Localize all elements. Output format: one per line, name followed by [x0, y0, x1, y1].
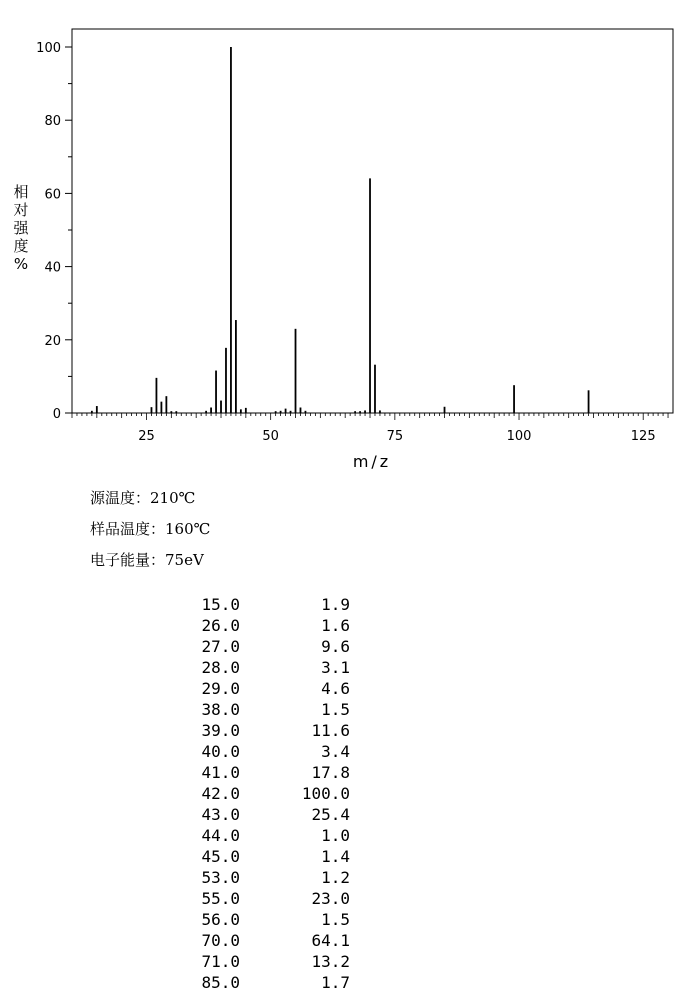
- mz-value: 55.0: [201, 889, 240, 908]
- intensity-value: 100.0: [301, 784, 350, 803]
- table-row: [180, 930, 350, 951]
- table-row: [180, 972, 350, 993]
- mz-value: 40.0: [201, 742, 240, 761]
- intensity-value: 11.6: [311, 721, 350, 740]
- y-tick-label: 0: [52, 407, 61, 422]
- intensity-value: 9.6: [321, 637, 350, 656]
- intensity-value: 3.1: [321, 658, 350, 677]
- x-tick-label: 100: [506, 429, 532, 444]
- table-row: [180, 825, 350, 846]
- intensity-value: 1.0: [321, 826, 350, 845]
- mz-value: 53.0: [201, 868, 240, 887]
- mz-value: 41.0: [201, 763, 240, 782]
- y-tick-label: 60: [44, 187, 61, 203]
- mz-value: 71.0: [201, 952, 240, 971]
- intensity-value: 13.2: [311, 952, 350, 971]
- intensity-value: 3.4: [321, 742, 350, 761]
- intensity-value: 64.1: [311, 931, 350, 950]
- y-tick-label: 100: [36, 41, 61, 56]
- electron-energy: 电子能量：75eV: [90, 551, 204, 569]
- table-row: [180, 720, 350, 741]
- intensity-value: 1.5: [321, 700, 350, 719]
- intensity-value: 1.7: [321, 973, 350, 992]
- table-row: [180, 951, 350, 972]
- mz-value: 29.0: [201, 679, 240, 698]
- table-row: [180, 867, 350, 888]
- table-row: [180, 909, 350, 930]
- y-axis-label: [9, 183, 33, 273]
- mz-value: 26.0: [201, 616, 240, 635]
- sample-temperature: 样品温度：160℃: [90, 520, 211, 538]
- table-row: [180, 657, 350, 678]
- y-axis-label-char: 相: [13, 183, 29, 201]
- x-tick-label: 75: [386, 429, 404, 444]
- x-tick-label: 25: [138, 429, 155, 444]
- table-row: [180, 699, 350, 720]
- table-row: [180, 804, 350, 825]
- mz-value: 70.0: [201, 931, 240, 950]
- table-row: [180, 678, 350, 699]
- table-row: [180, 636, 350, 657]
- table-row: [180, 615, 350, 636]
- y-tick-label: 80: [44, 114, 61, 130]
- mz-value: 42.0: [201, 784, 240, 803]
- intensity-value: 1.6: [321, 616, 350, 635]
- mz-value: 45.0: [201, 847, 240, 866]
- intensity-value: 17.8: [311, 763, 350, 782]
- table-row: [180, 888, 350, 909]
- y-axis-label-char: %: [13, 255, 29, 273]
- table-row: [180, 594, 350, 615]
- intensity-value: 23.0: [311, 889, 350, 908]
- table-row: [180, 846, 350, 867]
- intensity-value: 4.6: [321, 679, 350, 698]
- intensity-value: 25.4: [311, 805, 350, 824]
- mz-value: 39.0: [201, 721, 240, 740]
- x-tick-label: 50: [262, 429, 279, 444]
- table-row: [180, 783, 350, 804]
- mz-value: 28.0: [201, 658, 240, 677]
- x-tick-label: 125: [630, 429, 656, 444]
- spectrum-peaks: [92, 47, 589, 413]
- plot-frame: [72, 29, 673, 413]
- mz-value: 27.0: [201, 637, 240, 656]
- mz-value: 44.0: [201, 826, 240, 845]
- intensity-value: 1.4: [321, 847, 350, 866]
- mz-value: 38.0: [201, 700, 240, 719]
- x-axis-label: m/z: [352, 452, 392, 471]
- mass-spectrum-chart: [0, 0, 696, 480]
- y-tick-label: 40: [44, 260, 61, 276]
- y-axis: [36, 41, 72, 422]
- table-row: [180, 741, 350, 762]
- mz-value: 15.0: [201, 595, 240, 614]
- intensity-value: 1.9: [321, 595, 350, 614]
- y-axis-label-char: 强: [13, 219, 29, 237]
- peak-table: [180, 594, 350, 993]
- y-tick-label: 20: [44, 333, 61, 349]
- intensity-value: 1.5: [321, 910, 350, 929]
- table-row: [180, 762, 350, 783]
- mz-value: 85.0: [201, 973, 240, 992]
- source-temperature: 源温度：210℃: [90, 489, 196, 507]
- y-axis-label-char: 对: [13, 201, 29, 219]
- intensity-value: 1.2: [321, 868, 350, 887]
- x-axis: [72, 413, 668, 444]
- mz-value: 43.0: [201, 805, 240, 824]
- mz-value: 56.0: [201, 910, 240, 929]
- y-axis-label-char: 度: [13, 237, 29, 255]
